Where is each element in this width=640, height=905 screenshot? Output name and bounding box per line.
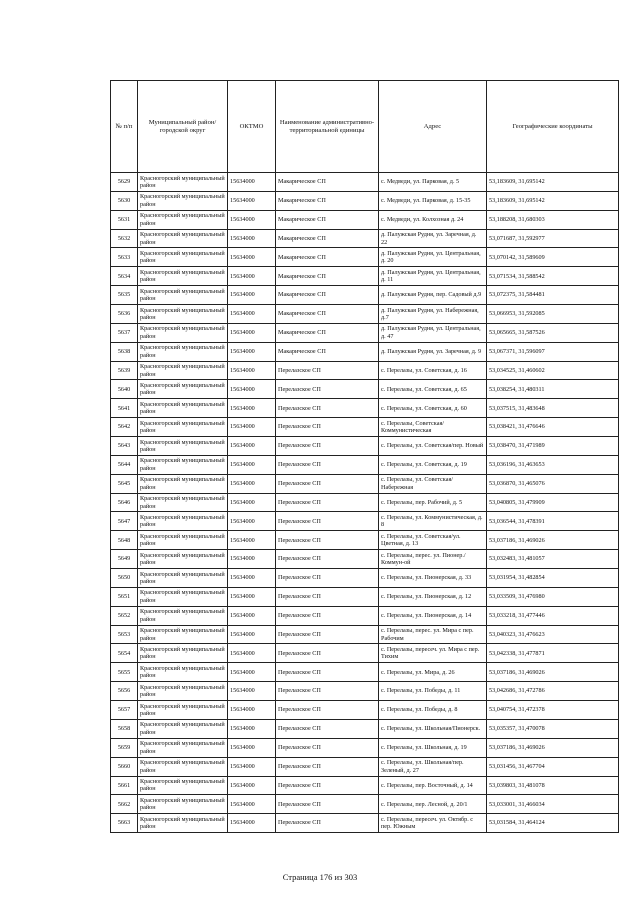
row-unit: Перелазское СП — [276, 550, 379, 569]
table-row — [111, 512, 619, 531]
table-row — [111, 229, 619, 248]
row-number: 5629 — [111, 173, 138, 192]
row-unit: Перелазское СП — [276, 531, 379, 550]
row-oktmo: 15634000 — [228, 286, 276, 305]
row-oktmo: 15634000 — [228, 437, 276, 456]
row-address: д. Палужская Рудня, ул. Центральная, д. 47 — [379, 323, 487, 342]
table-row — [111, 682, 619, 701]
row-oktmo: 15634000 — [228, 606, 276, 625]
row-address: с. Перелазы, ул. Советская, д. 65 — [379, 380, 487, 399]
row-oktmo: 15634000 — [228, 757, 276, 776]
row-number: 5645 — [111, 474, 138, 493]
row-oktmo: 15634000 — [228, 361, 276, 380]
row-number: 5661 — [111, 776, 138, 795]
row-coords: 53,038421, 31,476646 — [487, 418, 619, 437]
row-district: Красногорский муниципальный район — [138, 173, 228, 192]
row-coords: 53,032483, 31,481057 — [487, 550, 619, 569]
row-unit: Макарическое СП — [276, 210, 379, 229]
table-row — [111, 776, 619, 795]
row-address: с. Медведи, ул. Парковая, д. 5 — [379, 173, 487, 192]
row-oktmo: 15634000 — [228, 587, 276, 606]
table-row — [111, 663, 619, 682]
table-row — [111, 474, 619, 493]
row-oktmo: 15634000 — [228, 418, 276, 437]
row-coords: 53,035357, 31,470078 — [487, 719, 619, 738]
row-number: 5658 — [111, 719, 138, 738]
table-row — [111, 455, 619, 474]
row-unit: Перелазское СП — [276, 474, 379, 493]
row-district: Красногорский муниципальный район — [138, 606, 228, 625]
row-coords: 53,040323, 31,476623 — [487, 625, 619, 644]
row-unit: Перелазское СП — [276, 663, 379, 682]
table-row — [111, 173, 619, 192]
row-coords: 53,040805, 31,479909 — [487, 493, 619, 512]
row-oktmo: 15634000 — [228, 795, 276, 814]
row-coords: 53,183609, 31,695142 — [487, 173, 619, 192]
row-number: 5632 — [111, 229, 138, 248]
row-district: Красногорский муниципальный район — [138, 531, 228, 550]
row-address: с. Перелазы, ул. Советская/Набережная — [379, 474, 487, 493]
row-coords: 53,071534, 31,588542 — [487, 267, 619, 286]
row-district: Красногорский муниципальный район — [138, 229, 228, 248]
row-coords: 53,039803, 31,481078 — [487, 776, 619, 795]
row-number: 5649 — [111, 550, 138, 569]
row-address: с. Перелазы, ул. Школьная, д. 19 — [379, 738, 487, 757]
row-number: 5637 — [111, 323, 138, 342]
row-coords: 53,038254, 31,480311 — [487, 380, 619, 399]
row-oktmo: 15634000 — [228, 663, 276, 682]
row-unit: Перелазское СП — [276, 606, 379, 625]
row-number: 5650 — [111, 569, 138, 588]
row-district: Красногорский муниципальный район — [138, 719, 228, 738]
table-row — [111, 701, 619, 720]
row-number: 5643 — [111, 437, 138, 456]
row-oktmo: 15634000 — [228, 814, 276, 833]
row-district: Красногорский муниципальный район — [138, 455, 228, 474]
row-address: с. Перелазы, ул. Коммунистическая, д. 8 — [379, 512, 487, 531]
row-address: с. Перелазы, перес. ул. Пионер./Коммун-ой — [379, 550, 487, 569]
row-district: Красногорский муниципальный район — [138, 305, 228, 324]
row-coords: 53,042686, 31,472786 — [487, 682, 619, 701]
table-row — [111, 606, 619, 625]
row-district: Красногорский муниципальный район — [138, 342, 228, 361]
row-number: 5653 — [111, 625, 138, 644]
row-coords: 53,038470, 31,471989 — [487, 437, 619, 456]
row-district: Красногорский муниципальный район — [138, 795, 228, 814]
row-address: д. Палужская Рудня, ул. Центральная, д. 20 — [379, 248, 487, 267]
table-row — [111, 531, 619, 550]
row-oktmo: 15634000 — [228, 493, 276, 512]
row-address: д. Палужская Рудня, ул. Набережная, д.7 — [379, 305, 487, 324]
row-coords: 53,037186, 31,469026 — [487, 531, 619, 550]
row-number: 5660 — [111, 757, 138, 776]
row-unit: Перелазское СП — [276, 625, 379, 644]
table-row — [111, 587, 619, 606]
row-oktmo: 15634000 — [228, 776, 276, 795]
row-district: Красногорский муниципальный район — [138, 493, 228, 512]
row-oktmo: 15634000 — [228, 550, 276, 569]
table-row — [111, 757, 619, 776]
table-row — [111, 437, 619, 456]
row-number: 5647 — [111, 512, 138, 531]
row-coords: 53,037515, 31,483648 — [487, 399, 619, 418]
row-number: 5636 — [111, 305, 138, 324]
row-number: 5639 — [111, 361, 138, 380]
row-coords: 53,037186, 31,469026 — [487, 663, 619, 682]
row-coords: 53,067371, 31,596097 — [487, 342, 619, 361]
row-address: с. Перелазы, ул. Школьная/Пионерск. — [379, 719, 487, 738]
table-row — [111, 286, 619, 305]
row-unit: Перелазское СП — [276, 418, 379, 437]
row-oktmo: 15634000 — [228, 644, 276, 663]
row-district: Красногорский муниципальный район — [138, 738, 228, 757]
row-oktmo: 15634000 — [228, 682, 276, 701]
row-oktmo: 15634000 — [228, 248, 276, 267]
row-district: Красногорский муниципальный район — [138, 587, 228, 606]
row-unit: Макарическое СП — [276, 323, 379, 342]
header-num: № п/п — [111, 81, 138, 173]
table-row — [111, 569, 619, 588]
row-district: Красногорский муниципальный район — [138, 474, 228, 493]
row-number: 5638 — [111, 342, 138, 361]
row-district: Красногорский муниципальный район — [138, 267, 228, 286]
row-number: 5654 — [111, 644, 138, 663]
table-row — [111, 380, 619, 399]
row-unit: Перелазское СП — [276, 361, 379, 380]
row-address: с. Перелазы, ул. Советская, д. 16 — [379, 361, 487, 380]
row-district: Красногорский муниципальный район — [138, 682, 228, 701]
row-unit: Макарическое СП — [276, 173, 379, 192]
row-address: с. Медведи, ул. Парковая, д. 15-35 — [379, 191, 487, 210]
row-unit: Перелазское СП — [276, 682, 379, 701]
row-district: Красногорский муниципальный район — [138, 380, 228, 399]
row-district: Красногорский муниципальный район — [138, 512, 228, 531]
row-unit: Макарическое СП — [276, 248, 379, 267]
row-oktmo: 15634000 — [228, 229, 276, 248]
row-district: Красногорский муниципальный район — [138, 550, 228, 569]
header-district: Муниципальный район/городской округ — [138, 81, 228, 173]
row-coords: 53,036870, 31,465076 — [487, 474, 619, 493]
row-coords: 53,070142, 31,589609 — [487, 248, 619, 267]
row-coords: 53,066953, 31,592085 — [487, 305, 619, 324]
row-unit: Перелазское СП — [276, 776, 379, 795]
table-row — [111, 644, 619, 663]
table-row — [111, 210, 619, 229]
row-district: Красногорский муниципальный район — [138, 663, 228, 682]
row-coords: 53,065665, 31,587526 — [487, 323, 619, 342]
row-number: 5652 — [111, 606, 138, 625]
row-address: с. Перелазы, ул. Советская, д. 19 — [379, 455, 487, 474]
row-unit: Перелазское СП — [276, 757, 379, 776]
row-oktmo: 15634000 — [228, 380, 276, 399]
row-district: Красногорский муниципальный район — [138, 286, 228, 305]
row-coords: 53,042338, 31,477871 — [487, 644, 619, 663]
row-coords: 53,188208, 31,680303 — [487, 210, 619, 229]
row-oktmo: 15634000 — [228, 399, 276, 418]
header-address: Адрес — [379, 81, 487, 173]
row-address: с. Перелазы, пер. Восточный, д. 14 — [379, 776, 487, 795]
table-row — [111, 493, 619, 512]
row-address: с. Перелазы, пересеч. ул. Октябр. с пер. Южным — [379, 814, 487, 833]
row-address: с. Перелазы, ул. Советская/пер. Новый — [379, 437, 487, 456]
row-unit: Перелазское СП — [276, 587, 379, 606]
table-row — [111, 191, 619, 210]
row-number: 5662 — [111, 795, 138, 814]
row-address: с. Перелазы, пер. Рабочий, д. 5 — [379, 493, 487, 512]
row-unit: Макарическое СП — [276, 267, 379, 286]
row-coords: 53,071687, 31,592977 — [487, 229, 619, 248]
row-unit: Перелазское СП — [276, 738, 379, 757]
row-address: с. Перелазы, пересеч. ул. Мира с пер. Тихим — [379, 644, 487, 663]
row-address: с. Перелазы, ул. Советская/ул. Цветная, д. 13 — [379, 531, 487, 550]
row-number: 5656 — [111, 682, 138, 701]
row-oktmo: 15634000 — [228, 455, 276, 474]
row-number: 5631 — [111, 210, 138, 229]
row-number: 5655 — [111, 663, 138, 682]
row-district: Красногорский муниципальный район — [138, 399, 228, 418]
page-footer: Страница 176 из 303 — [282, 872, 358, 882]
row-number: 5634 — [111, 267, 138, 286]
row-coords: 53,033001, 31,466034 — [487, 795, 619, 814]
row-unit: Макарическое СП — [276, 286, 379, 305]
row-oktmo: 15634000 — [228, 701, 276, 720]
row-number: 5641 — [111, 399, 138, 418]
table-row — [111, 342, 619, 361]
row-coords: 53,036196, 31,463653 — [487, 455, 619, 474]
table-row — [111, 399, 619, 418]
row-unit: Перелазское СП — [276, 795, 379, 814]
row-address: д. Палужская Рудня, пер. Садовый д.9 — [379, 286, 487, 305]
row-number: 5633 — [111, 248, 138, 267]
row-unit: Перелазское СП — [276, 399, 379, 418]
row-oktmo: 15634000 — [228, 305, 276, 324]
table-row — [111, 248, 619, 267]
row-number: 5663 — [111, 814, 138, 833]
row-address: с. Перелазы, ул. Мира, д. 26 — [379, 663, 487, 682]
row-coords: 53,031456, 31,467704 — [487, 757, 619, 776]
row-district: Красногорский муниципальный район — [138, 776, 228, 795]
table-row — [111, 267, 619, 286]
table-row — [111, 814, 619, 833]
row-address: с. Перелазы, ул. Пионерская, д. 33 — [379, 569, 487, 588]
row-coords: 53,037186, 31,469026 — [487, 738, 619, 757]
row-oktmo: 15634000 — [228, 173, 276, 192]
row-unit: Перелазское СП — [276, 512, 379, 531]
row-coords: 53,033218, 31,477446 — [487, 606, 619, 625]
row-coords: 53,033509, 31,476980 — [487, 587, 619, 606]
row-oktmo: 15634000 — [228, 474, 276, 493]
row-district: Красногорский муниципальный район — [138, 757, 228, 776]
row-oktmo: 15634000 — [228, 191, 276, 210]
row-address: с. Перелазы, ул. Школьная/пер. Зеленый, д. 27 — [379, 757, 487, 776]
row-address: с. Медведи, ул. Колхозная д. 24 — [379, 210, 487, 229]
row-district: Красногорский муниципальный район — [138, 418, 228, 437]
table-row — [111, 361, 619, 380]
row-oktmo: 15634000 — [228, 719, 276, 738]
row-oktmo: 15634000 — [228, 625, 276, 644]
row-unit: Перелазское СП — [276, 493, 379, 512]
table-row — [111, 795, 619, 814]
header-oktmo: ОКТМО — [228, 81, 276, 173]
row-oktmo: 15634000 — [228, 267, 276, 286]
table-row — [111, 305, 619, 324]
row-unit: Перелазское СП — [276, 569, 379, 588]
row-coords: 53,183609, 31,695142 — [487, 191, 619, 210]
row-oktmo: 15634000 — [228, 323, 276, 342]
row-coords: 53,072375, 31,584481 — [487, 286, 619, 305]
row-district: Красногорский муниципальный район — [138, 814, 228, 833]
row-unit: Перелазское СП — [276, 814, 379, 833]
row-address: с. Перелазы, ул. Пионерская, д. 14 — [379, 606, 487, 625]
table-row — [111, 625, 619, 644]
row-unit: Макарическое СП — [276, 191, 379, 210]
row-district: Красногорский муниципальный район — [138, 701, 228, 720]
row-district: Красногорский муниципальный район — [138, 437, 228, 456]
row-number: 5642 — [111, 418, 138, 437]
row-district: Красногорский муниципальный район — [138, 625, 228, 644]
table-header-row — [111, 81, 619, 173]
table-row — [111, 550, 619, 569]
row-unit: Перелазское СП — [276, 701, 379, 720]
header-coords: Географические координаты — [487, 81, 619, 173]
row-number: 5659 — [111, 738, 138, 757]
row-number: 5640 — [111, 380, 138, 399]
row-unit: Макарическое СП — [276, 229, 379, 248]
row-number: 5648 — [111, 531, 138, 550]
row-oktmo: 15634000 — [228, 569, 276, 588]
row-address: д. Палужская Рудня, ул. Заречная, д. 22 — [379, 229, 487, 248]
row-unit: Перелазское СП — [276, 380, 379, 399]
row-address: с. Перелазы, ул. Победы, д. 8 — [379, 701, 487, 720]
row-number: 5635 — [111, 286, 138, 305]
row-unit: Перелазское СП — [276, 719, 379, 738]
row-number: 5657 — [111, 701, 138, 720]
header-unit: Наименование административно-территориальной единицы — [276, 81, 379, 173]
row-district: Красногорский муниципальный район — [138, 361, 228, 380]
row-district: Красногорский муниципальный район — [138, 323, 228, 342]
row-address: с. Перелазы, ул. Советская, д. 60 — [379, 399, 487, 418]
row-address: с. Перелазы, ул. Пионерская, д. 12 — [379, 587, 487, 606]
table-body — [111, 173, 619, 833]
row-unit: Перелазское СП — [276, 437, 379, 456]
row-oktmo: 15634000 — [228, 738, 276, 757]
row-coords: 53,034525, 31,460602 — [487, 361, 619, 380]
row-address: с. Перелазы, перес. ул. Мира с пер. Рабочим — [379, 625, 487, 644]
row-oktmo: 15634000 — [228, 210, 276, 229]
row-address: д. Палужская Рудня, ул. Заречная, д. 9 — [379, 342, 487, 361]
row-district: Красногорский муниципальный район — [138, 191, 228, 210]
table-row — [111, 323, 619, 342]
table-row — [111, 418, 619, 437]
row-district: Красногорский муниципальный район — [138, 210, 228, 229]
row-unit: Макарическое СП — [276, 305, 379, 324]
row-district: Красногорский муниципальный район — [138, 644, 228, 663]
row-oktmo: 15634000 — [228, 512, 276, 531]
row-unit: Перелазское СП — [276, 455, 379, 474]
row-number: 5644 — [111, 455, 138, 474]
row-number: 5646 — [111, 493, 138, 512]
row-coords: 53,040754, 31,472378 — [487, 701, 619, 720]
row-address: д. Палужская Рудня, ул. Центральная, д. 11 — [379, 267, 487, 286]
row-address: с. Перелазы, пер. Лесной, д. 20/1 — [379, 795, 487, 814]
row-unit: Макарическое СП — [276, 342, 379, 361]
row-coords: 53,036544, 31,478391 — [487, 512, 619, 531]
row-district: Красногорский муниципальный район — [138, 248, 228, 267]
row-address: с. Перелазы, Советская/Коммунистическая — [379, 418, 487, 437]
table-row — [111, 738, 619, 757]
row-number: 5630 — [111, 191, 138, 210]
table-row — [111, 719, 619, 738]
row-coords: 53,031954, 31,482854 — [487, 569, 619, 588]
row-unit: Перелазское СП — [276, 644, 379, 663]
row-address: с. Перелазы, ул. Победы, д. 11 — [379, 682, 487, 701]
registry-table — [110, 80, 619, 833]
row-oktmo: 15634000 — [228, 342, 276, 361]
row-district: Красногорский муниципальный район — [138, 569, 228, 588]
row-oktmo: 15634000 — [228, 531, 276, 550]
row-number: 5651 — [111, 587, 138, 606]
row-coords: 53,031584, 31,464124 — [487, 814, 619, 833]
